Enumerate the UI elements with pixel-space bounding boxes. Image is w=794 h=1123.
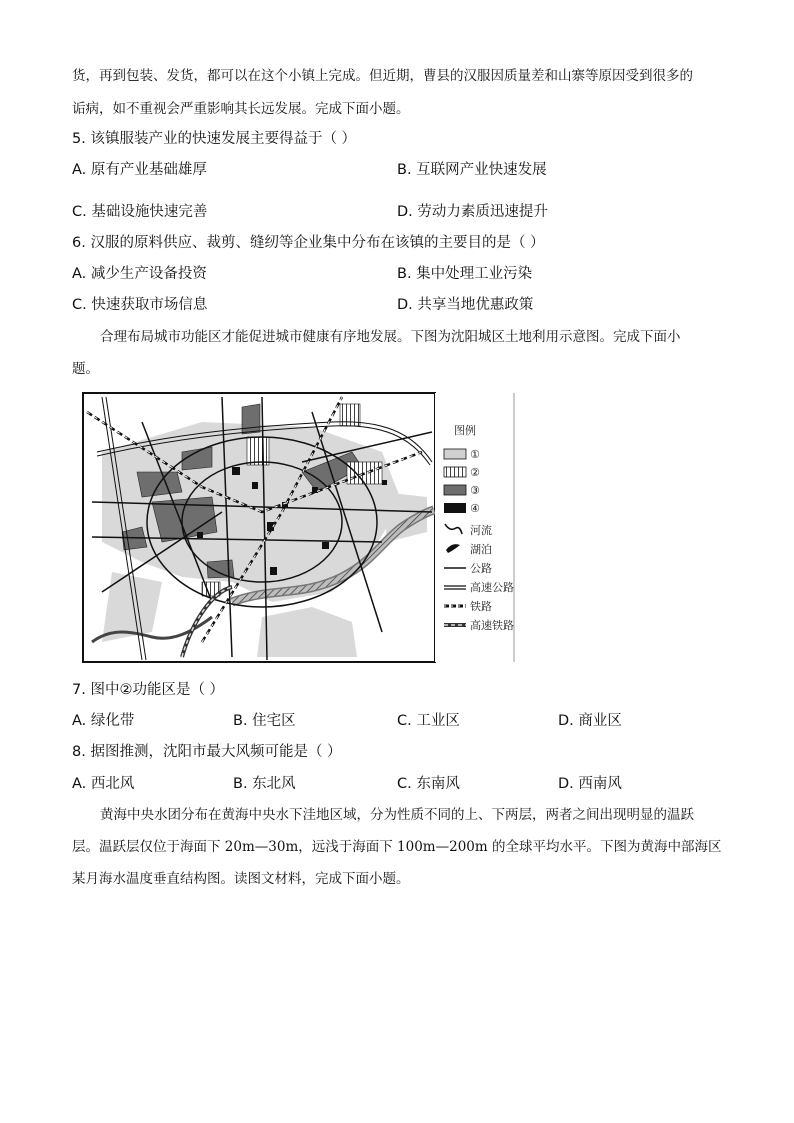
- legend-item-4: ④: [470, 502, 480, 515]
- q6-option-b[interactable]: B. 集中处理工业污染: [397, 266, 533, 282]
- q7-option-c[interactable]: C. 工业区: [397, 713, 460, 729]
- q8-option-c[interactable]: C. 东南风: [397, 776, 460, 792]
- legend-lake: 湖泊: [470, 543, 492, 556]
- q6-option-c[interactable]: C. 快速获取市场信息: [72, 297, 208, 313]
- legend-road: 公路: [470, 562, 492, 575]
- q8-stem: 8. 据图推测，沈阳市最大风频可能是（ ）: [72, 744, 342, 760]
- q8-option-d[interactable]: D. 西南风: [558, 776, 622, 792]
- q5-option-c[interactable]: C. 基础设施快速完善: [72, 204, 208, 220]
- legend-item-3: ③: [470, 484, 480, 497]
- q7-option-d[interactable]: D. 商业区: [558, 713, 622, 729]
- passage1-line1: 货，再到包装、发货，都可以在这个小镇上完成。但近期，曹县的汉服因质量差和山寨等原因受到很多的: [72, 68, 693, 84]
- q5-option-d[interactable]: D. 劳动力素质迅速提升: [397, 204, 548, 220]
- legend-high-speed-rail: 高速铁路: [470, 619, 514, 632]
- passage3-line3: 某月海水温度垂直结构图。读图文材料，完成下面小题。: [72, 871, 410, 887]
- legend-item-2: ②: [470, 466, 480, 479]
- passage1-line2: 诟病，如不重视会严重影响其长远发展。完成下面小题。: [72, 101, 410, 117]
- q7-stem: 7. 图中②功能区是（ ）: [72, 682, 225, 698]
- q5-option-a[interactable]: A. 原有产业基础雄厚: [72, 162, 207, 178]
- q5-option-b[interactable]: B. 互联网产业快速发展: [397, 162, 547, 178]
- shenyang-land-use-map: [82, 392, 516, 664]
- map-legend: [435, 393, 515, 662]
- q6-stem: 6. 汉服的原料供应、裁剪、缝纫等企业集中分布在该镇的主要目的是（ ）: [72, 235, 545, 251]
- q7-option-a[interactable]: A. 绿化带: [72, 713, 135, 729]
- legend-river: 河流: [470, 524, 492, 537]
- q6-option-d[interactable]: D. 共享当地优惠政策: [397, 297, 534, 313]
- q7-option-b[interactable]: B. 住宅区: [233, 713, 296, 729]
- legend-railway: 铁路: [470, 600, 492, 613]
- passage3-line2: 层。温跃层仅位于海面下 20m—30m，远浅于海面下 100m—200m 的全球平均水平。下图为黄海中部海区: [72, 839, 722, 855]
- passage2-line1: 合理布局城市功能区才能促进城市健康有序地发展。下图为沈阳城区土地利用示意图。完成下面小: [100, 329, 681, 345]
- q8-option-a[interactable]: A. 西北风: [72, 776, 135, 792]
- passage2-line2: 题。: [72, 361, 99, 377]
- legend-item-1: ①: [470, 448, 480, 461]
- q6-option-a[interactable]: A. 减少生产设备投资: [72, 266, 207, 282]
- q5-stem: 5. 该镇服装产业的快速发展主要得益于（ ）: [72, 131, 357, 147]
- q8-option-b[interactable]: B. 东北风: [233, 776, 296, 792]
- legend-expressway: 高速公路: [470, 581, 514, 594]
- passage3-line1: 黄海中央水团分布在黄海中央水下洼地区域，分为性质不同的上、下两层，两者之间出现明显的温跃: [100, 807, 694, 823]
- legend-title: 图例: [454, 424, 476, 437]
